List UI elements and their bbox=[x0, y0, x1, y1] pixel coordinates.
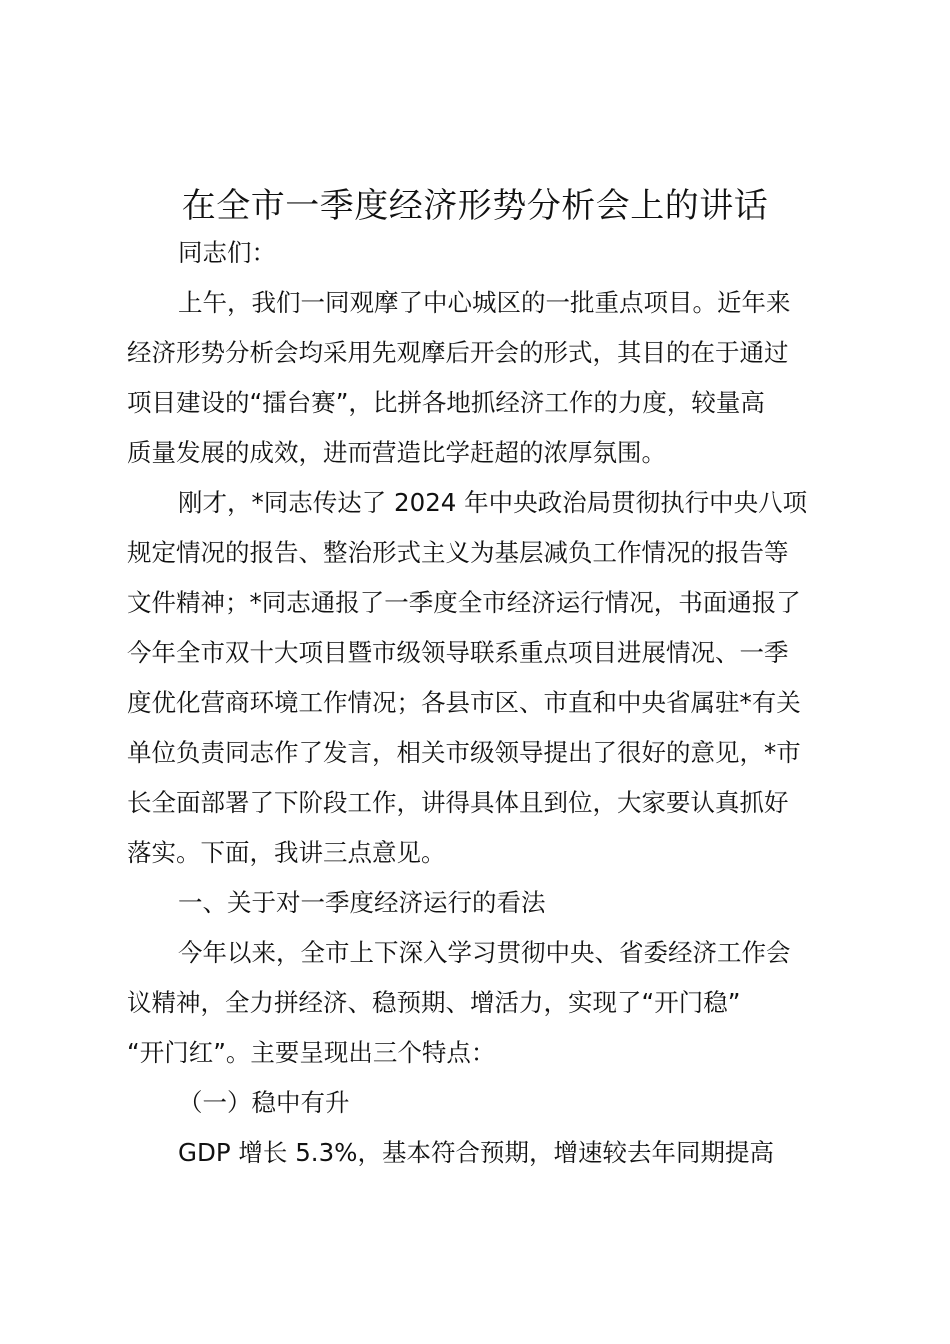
paragraph-meeting-summary bbox=[127, 478, 831, 878]
section-heading-1 bbox=[127, 878, 831, 928]
subsection-heading-1 bbox=[127, 1078, 831, 1128]
text-line: 文件精神；*同志通报了一季度全市经济运行情况，书面通报了 bbox=[127, 588, 801, 617]
text-line: GDP 增长 5.3%，基本符合预期，增速较去年同期提高 bbox=[178, 1138, 774, 1167]
text-line: 一、关于对一季度经济运行的看法 bbox=[178, 888, 546, 917]
text-line: 落实。下面，我讲三点意见。 bbox=[127, 838, 446, 867]
text-line: 项目建设的“擂台赛”，比拼各地抓经济工作的力度，较量高 bbox=[127, 388, 765, 417]
paragraph-year-overview bbox=[127, 928, 831, 1078]
text-line: 规定情况的报告、整治形式主义为基层减负工作情况的报告等 bbox=[127, 538, 789, 567]
document-body bbox=[127, 228, 831, 1178]
text-line: 经济形势分析会均采用先观摩后开会的形式，其目的在于通过 bbox=[127, 338, 789, 367]
text-line: 刚才，*同志传达了 2024 年中央政治局贯彻执行中央八项 bbox=[178, 488, 808, 517]
text-line: 单位负责同志作了发言，相关市级领导提出了很好的意见，*市 bbox=[127, 738, 801, 767]
text-line: 今年以来，全市上下深入学习贯彻中央、省委经济工作会 bbox=[178, 938, 791, 967]
text-line: 上午，我们一同观摩了中心城区的一批重点项目。近年来 bbox=[178, 288, 791, 317]
text-line: 质量发展的成效，进而营造比学赶超的浓厚氛围。 bbox=[127, 438, 666, 467]
paragraph-salutation bbox=[127, 228, 831, 278]
text-line: 今年全市双十大项目暨市级领导联系重点项目进展情况、一季 bbox=[127, 638, 789, 667]
text-line: 长全面部署了下阶段工作，讲得具体且到位，大家要认真抓好 bbox=[127, 788, 789, 817]
text-line: （一）稳中有升 bbox=[178, 1088, 350, 1117]
paragraph-morning-visit bbox=[127, 278, 831, 478]
text-line: 度优化营商环境工作情况；各县市区、市直和中央省属驻*有关 bbox=[127, 688, 801, 717]
text-line: 同志们： bbox=[178, 238, 276, 267]
paragraph-gdp bbox=[127, 1128, 831, 1178]
text-line: “开门红”。主要呈现出三个特点： bbox=[127, 1038, 496, 1067]
text-line: 议精神，全力拼经济、稳预期、增活力，实现了“开门稳” bbox=[127, 988, 741, 1017]
document-title: 在全市一季度经济形势分析会上的讲话 bbox=[181, 186, 769, 226]
